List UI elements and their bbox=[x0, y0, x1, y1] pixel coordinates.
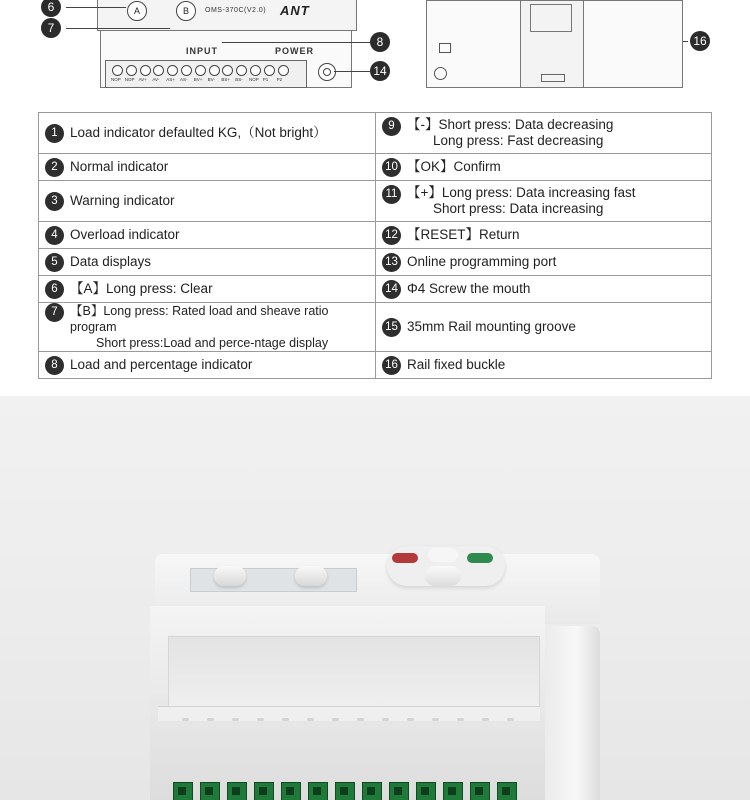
vent-hole bbox=[407, 718, 414, 721]
item-description: Short press: Data increasing bbox=[433, 201, 604, 216]
item-number-badge: 15 bbox=[382, 318, 401, 337]
rail-buckle-window bbox=[530, 4, 572, 32]
item-number-badge: 6 bbox=[45, 280, 64, 299]
vent-hole bbox=[457, 718, 464, 721]
item-number-badge: 7 bbox=[45, 303, 64, 322]
vent-hole bbox=[357, 718, 364, 721]
item-description: 【OK】Confirm bbox=[407, 159, 501, 174]
table-cell-left bbox=[39, 352, 376, 379]
table-cell-right bbox=[376, 249, 712, 276]
vent-hole bbox=[482, 718, 489, 721]
table-row bbox=[39, 181, 712, 222]
callout-16: 16 bbox=[690, 31, 710, 51]
terminal-label: P2 bbox=[276, 77, 283, 82]
table-row bbox=[39, 249, 712, 276]
green-terminal bbox=[254, 782, 274, 800]
item-description: 【A】Long press: Clear bbox=[70, 281, 213, 296]
brand-logo: ANT bbox=[280, 3, 310, 18]
green-terminal bbox=[416, 782, 436, 800]
item-number-badge: 2 bbox=[45, 158, 64, 177]
table-cell-right bbox=[376, 222, 712, 249]
leader-line-14 bbox=[334, 71, 370, 72]
square-hole-icon bbox=[439, 43, 451, 53]
terminal-screw-icon bbox=[209, 65, 220, 76]
green-terminal bbox=[308, 782, 328, 800]
item-description: 【RESET】Return bbox=[407, 227, 520, 242]
item-number-badge: 12 bbox=[382, 226, 401, 245]
item-number-badge: 14 bbox=[382, 280, 401, 299]
terminal-screw-icon bbox=[278, 65, 289, 76]
terminal-label: AS- bbox=[180, 77, 188, 82]
item-description: Warning indicator bbox=[70, 193, 175, 208]
item-description: Load indicator defaulted KG,（Not bright） bbox=[70, 125, 327, 140]
terminal-label: BS- bbox=[235, 77, 243, 82]
vent-hole bbox=[507, 718, 514, 721]
item-number-badge: 16 bbox=[382, 356, 401, 375]
screw-hole-icon bbox=[318, 63, 336, 81]
green-terminal bbox=[470, 782, 490, 800]
item-number-badge: 4 bbox=[45, 226, 64, 245]
item-number-badge: 5 bbox=[45, 253, 64, 272]
table-row bbox=[39, 352, 712, 379]
vent-hole bbox=[232, 718, 239, 721]
table-row bbox=[39, 222, 712, 249]
table-cell-right bbox=[376, 113, 712, 154]
terminal-label: BV- bbox=[207, 77, 215, 82]
item-number-badge: 3 bbox=[45, 192, 64, 211]
item-description: 【-】Short press: Data decreasing bbox=[407, 117, 614, 132]
terminal-screw-icon bbox=[181, 65, 192, 76]
table-cell-left bbox=[39, 222, 376, 249]
table-row bbox=[39, 303, 712, 352]
item-number-badge: 8 bbox=[45, 356, 64, 375]
item-number-badge: 9 bbox=[382, 117, 401, 136]
keypad-top-key bbox=[428, 548, 458, 562]
terminal-label: AV+ bbox=[138, 77, 147, 82]
item-description: Short press:Load and perce-ntage display bbox=[96, 336, 329, 350]
terminal-label: NOP bbox=[124, 77, 135, 82]
item-description: Load and percentage indicator bbox=[70, 357, 253, 372]
item-number-badge: 10 bbox=[382, 158, 401, 177]
spec-table bbox=[38, 112, 712, 379]
device-recess bbox=[168, 636, 540, 712]
terminal-label: P1 bbox=[262, 77, 269, 82]
terminal-label: NOP bbox=[111, 77, 121, 82]
green-terminal bbox=[443, 782, 463, 800]
item-number-badge: 11 bbox=[382, 185, 401, 204]
vent-hole bbox=[207, 718, 214, 721]
vent-hole bbox=[182, 718, 189, 721]
table-cell-right bbox=[376, 352, 712, 379]
terminal-screw-icon bbox=[153, 65, 164, 76]
item-description: 35mm Rail mounting groove bbox=[407, 319, 576, 334]
table-cell-right bbox=[376, 303, 712, 352]
table-cell-left bbox=[39, 276, 376, 303]
item-description: Long press: Fast decreasing bbox=[433, 133, 604, 148]
terminal-screw-icon bbox=[126, 65, 137, 76]
terminal-strip bbox=[105, 60, 307, 88]
table-row bbox=[39, 154, 712, 181]
table-cell-left bbox=[39, 113, 376, 154]
table-row bbox=[39, 113, 712, 154]
green-terminal bbox=[200, 782, 220, 800]
item-description: Overload indicator bbox=[70, 227, 180, 242]
terminal-screw-icon bbox=[264, 65, 275, 76]
terminal-screw-icon bbox=[140, 65, 151, 76]
green-terminal bbox=[497, 782, 517, 800]
green-terminal bbox=[335, 782, 355, 800]
item-description: Online programming port bbox=[407, 254, 557, 269]
terminal-label: AV- bbox=[152, 77, 160, 82]
table-cell-right bbox=[376, 154, 712, 181]
terminal-label: NOP bbox=[249, 77, 259, 82]
leader-line-7 bbox=[66, 28, 170, 29]
terminal-screw-icon bbox=[250, 65, 261, 76]
item-description: Φ4 Screw the mouth bbox=[407, 281, 531, 296]
device-photo bbox=[0, 396, 750, 800]
green-terminal bbox=[227, 782, 247, 800]
callout-14: 14 bbox=[370, 61, 390, 81]
power-label: POWER bbox=[275, 46, 315, 56]
key-b bbox=[295, 566, 327, 586]
table-cell-left bbox=[39, 154, 376, 181]
vent-hole bbox=[432, 718, 439, 721]
item-description: Data displays bbox=[70, 254, 152, 269]
vent-hole bbox=[382, 718, 389, 721]
terminal-label: BV+ bbox=[193, 77, 203, 82]
table-cell-left bbox=[39, 303, 376, 352]
callout-7: 7 bbox=[41, 18, 61, 38]
button-a-outline: A bbox=[127, 1, 147, 21]
item-description: 【+】Long press: Data increasing fast bbox=[407, 185, 636, 200]
terminal-screw-icon bbox=[236, 65, 247, 76]
terminal-screw-icon bbox=[167, 65, 178, 76]
device-rail-clip bbox=[540, 626, 600, 800]
green-terminal bbox=[389, 782, 409, 800]
vent-hole bbox=[332, 718, 339, 721]
item-description: Rail fixed buckle bbox=[407, 357, 506, 372]
model-label: OMS-370C(V2.0) bbox=[205, 7, 267, 14]
button-b-outline: B bbox=[176, 1, 196, 21]
callout-6: 6 bbox=[41, 0, 61, 17]
table-cell-left bbox=[39, 181, 376, 222]
green-terminal-row bbox=[173, 782, 523, 800]
terminal-screw-icon bbox=[112, 65, 123, 76]
vent-hole bbox=[257, 718, 264, 721]
keypad-red-key bbox=[392, 553, 418, 563]
table-cell-left bbox=[39, 249, 376, 276]
keypad-center-key bbox=[425, 566, 461, 586]
green-terminal bbox=[173, 782, 193, 800]
key-a bbox=[214, 566, 246, 586]
leader-line-6 bbox=[66, 7, 126, 8]
green-terminal bbox=[281, 782, 301, 800]
table-cell-right bbox=[376, 276, 712, 303]
rail-slot bbox=[541, 74, 565, 82]
green-terminal bbox=[362, 782, 382, 800]
item-description: Normal indicator bbox=[70, 159, 169, 174]
item-number-badge: 1 bbox=[45, 124, 64, 143]
item-number-badge: 13 bbox=[382, 253, 401, 272]
callout-8: 8 bbox=[370, 32, 390, 52]
terminal-screw-icon bbox=[222, 65, 233, 76]
table-row bbox=[39, 276, 712, 303]
table-cell-right bbox=[376, 181, 712, 222]
item-description: 【B】Long press: Rated load and sheave ratio program bbox=[70, 304, 329, 334]
vent-hole bbox=[307, 718, 314, 721]
leader-line-8 bbox=[222, 42, 370, 43]
vent-hole bbox=[282, 718, 289, 721]
terminal-label: AS+ bbox=[166, 77, 175, 82]
device-diagram bbox=[0, 0, 750, 95]
terminal-label: BS+ bbox=[221, 77, 231, 82]
input-label: INPUT bbox=[186, 46, 218, 56]
round-hole-icon bbox=[434, 67, 447, 80]
keypad-green-key bbox=[467, 553, 493, 563]
terminal-screw-icon bbox=[195, 65, 206, 76]
